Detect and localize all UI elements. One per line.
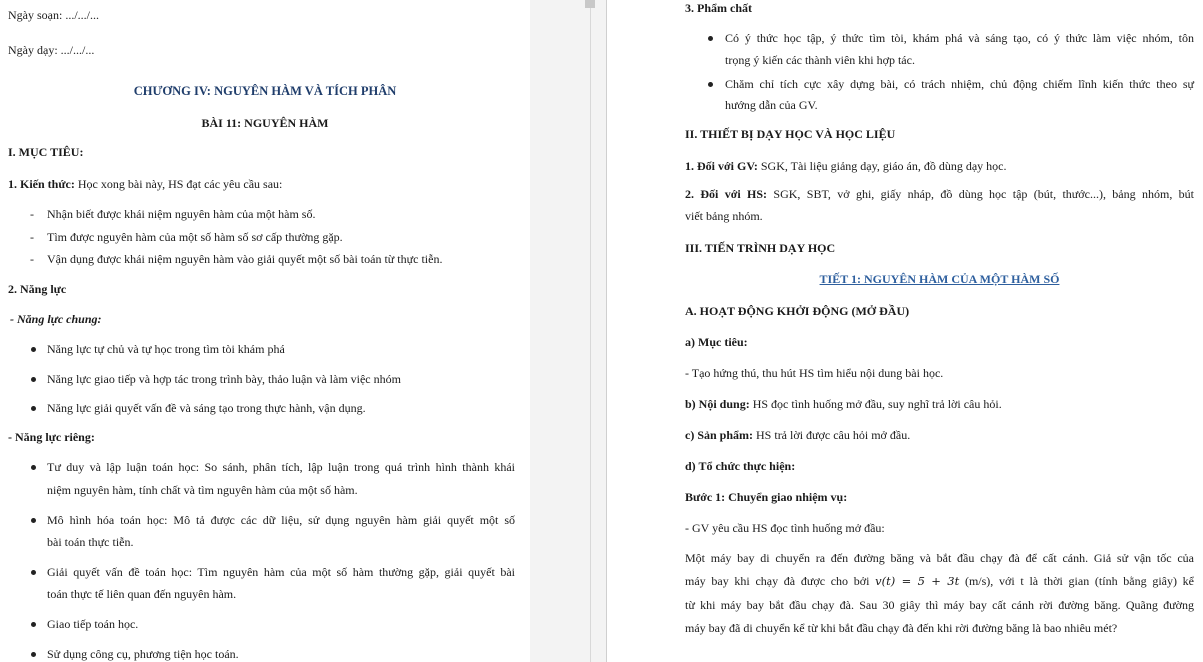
product-label: c) Sản phẩm: xyxy=(685,428,754,442)
for-student-text-cont: viết bảng nhóm. xyxy=(685,209,763,223)
bullet-marker xyxy=(708,36,713,41)
general-item: Năng lực giao tiếp và hợp tác trong trình bày, thảo luận và làm việc nhóm xyxy=(47,372,401,386)
quality-item-line1: Có ý thức học tập, ý thức tìm tòi, khám phá và sáng tạo, có ý thức làm việc nhóm, tôn xyxy=(725,31,1194,45)
knowledge-heading: 1. Kiến thức: xyxy=(8,177,75,191)
step1-text: - GV yêu cầu HS đọc tình huống mở đầu: xyxy=(685,521,885,535)
competence-heading: 2. Năng lực xyxy=(8,282,67,296)
problem-line1: Một máy bay di chuyển ra đến đường băng và bắt đầu chạy đà để cất cánh. Giả sử vận tốc của xyxy=(685,551,1194,565)
dash-marker: - xyxy=(30,230,34,244)
bullet-marker xyxy=(31,465,36,470)
equipment-heading: II. THIẾT BỊ DẠY HỌC VÀ HỌC LIỆU xyxy=(685,127,896,141)
specific-item-line1: Giải quyết vấn đề toán học: Tìm nguyên hàm của một số hàm thường gặp, giải quyết bài xyxy=(47,565,515,579)
section-objectives: I. MỤC TIÊU: xyxy=(8,145,84,159)
problem-line2-end: (m/s), với t là thời gian (tính bằng giây) kể xyxy=(964,574,1195,588)
chapter-title: CHƯƠNG IV: NGUYÊN HÀM VÀ TÍCH PHÂN xyxy=(133,84,397,98)
knowledge-line xyxy=(8,176,282,192)
for-teacher-label: 1. Đối với GV: xyxy=(685,159,758,173)
content-text: HS đọc tình huống mở đầu, suy nghĩ trả lời câu hỏi. xyxy=(752,397,1002,411)
bullet-marker xyxy=(31,622,36,627)
bullet-marker xyxy=(31,570,36,575)
for-student-text: SGK, SBT, vở ghi, giấy nháp, đồ dùng học tập (bút, thước...), bảng nhóm, bút xyxy=(773,187,1195,201)
bullet-marker xyxy=(708,82,713,87)
period-title-link[interactable]: TIẾT 1: NGUYÊN HÀM CỦA MỘT HÀM SỐ xyxy=(819,272,1060,286)
date-prepared: Ngày soạn: .../.../... xyxy=(8,8,99,22)
quality-item-line1: Chăm chỉ tích cực xây dựng bài, có trách nhiệm, chủ động chiếm lĩnh kiến thức theo sự xyxy=(725,77,1194,91)
bullet-marker xyxy=(31,518,36,523)
organize-label: d) Tổ chức thực hiện: xyxy=(685,459,796,473)
bullet-marker xyxy=(31,652,36,657)
problem-line2-start: máy bay khi chạy đà được cho bởi xyxy=(685,574,870,588)
specific-item-line2: bài toán thực tiễn. xyxy=(47,535,134,549)
goal-label: a) Mục tiêu: xyxy=(685,335,748,349)
specific-item-line2: toán thực tế liên quan đến nguyên hàm. xyxy=(47,587,237,601)
specific-competence-heading: - Năng lực riêng: xyxy=(8,430,95,444)
for-teacher-text: SGK, Tài liệu giảng dạy, giáo án, đồ dùng dạy học. xyxy=(760,159,1007,173)
activity-heading: A. HOẠT ĐỘNG KHỞI ĐỘNG (MỞ ĐẦU) xyxy=(685,304,910,318)
knowledge-intro: Học xong bài này, HS đạt các yêu cầu sau: xyxy=(77,177,283,191)
problem-line4: máy bay đã di chuyển kể từ khi bắt đầu chạy đà đến khi rời đường băng là bao nhiêu mét? xyxy=(685,621,1118,635)
bullet-marker xyxy=(31,406,36,411)
knowledge-item: Vận dụng được khái niệm nguyên hàm vào giải quyết một số bài toán từ thực tiễn. xyxy=(47,252,443,266)
document-page-right xyxy=(607,0,1203,662)
knowledge-item: Nhận biết được khái niệm nguyên hàm của một hàm số. xyxy=(47,207,316,221)
for-student-label: 2. Đối với HS: xyxy=(685,187,768,201)
problem-line2 xyxy=(685,573,1194,589)
quality-item-line2: trọng ý kiến các thành viên khi hợp tác. xyxy=(725,53,915,67)
page-gap xyxy=(530,0,607,662)
quality-item-line2: hướng dẫn của GV. xyxy=(725,98,818,112)
document-page-left xyxy=(0,0,530,662)
specific-item-line2: niệm nguyên hàm, tính chất và tìm nguyên hàm của một số hàm. xyxy=(47,483,358,497)
specific-item-line1: Tư duy và lập luận toán học: So sánh, phân tích, lập luận trong quá trình hình thành khái xyxy=(47,460,515,474)
page-edge xyxy=(590,0,591,662)
step1-label: Bước 1: Chuyển giao nhiệm vụ: xyxy=(685,490,848,504)
lesson-title: BÀI 11: NGUYÊN HÀM xyxy=(201,116,329,130)
quality-heading: 3. Phẩm chất xyxy=(685,1,752,15)
velocity-formula: v(t) = 5 + 3t xyxy=(875,574,960,588)
content-line xyxy=(685,396,1002,412)
product-text: HS trả lời được câu hỏi mở đầu. xyxy=(756,428,911,442)
general-competence-heading: - Năng lực chung: xyxy=(10,312,102,326)
dash-marker: - xyxy=(30,252,34,266)
general-item: Năng lực giải quyết vấn đề và sáng tạo trong thực hành, vận dụng. xyxy=(47,401,366,415)
teacher-resources xyxy=(685,158,1007,174)
bullet-marker xyxy=(31,347,36,352)
problem-line3: từ khi máy bay bắt đầu chạy đà. Sau 30 giây thì máy bay cất cánh rời đường băng. Quãng đường xyxy=(685,598,1194,612)
knowledge-item: Tìm được nguyên hàm của một số hàm số sơ cấp thường gặp. xyxy=(47,230,343,244)
content-label: b) Nội dung: xyxy=(685,397,750,411)
student-resources xyxy=(685,186,1194,202)
scrollbar-thumb[interactable] xyxy=(585,0,595,8)
product-line xyxy=(685,427,910,443)
specific-item: Giao tiếp toán học. xyxy=(47,617,139,631)
dash-marker: - xyxy=(30,207,34,221)
specific-item-line1: Mô hình hóa toán học: Mô tả được các dữ liệu, sử dụng nguyên hàm giải quyết một số xyxy=(47,513,515,527)
goal-text: - Tạo hứng thú, thu hút HS tìm hiểu nội dung bài học. xyxy=(685,366,944,380)
specific-item: Sử dụng công cụ, phương tiện học toán. xyxy=(47,647,239,661)
date-teaching: Ngày dạy: .../.../... xyxy=(8,43,95,57)
process-heading: III. TIẾN TRÌNH DẠY HỌC xyxy=(685,241,836,255)
general-item: Năng lực tự chủ và tự học trong tìm tòi khám phá xyxy=(47,342,285,356)
bullet-marker xyxy=(31,377,36,382)
